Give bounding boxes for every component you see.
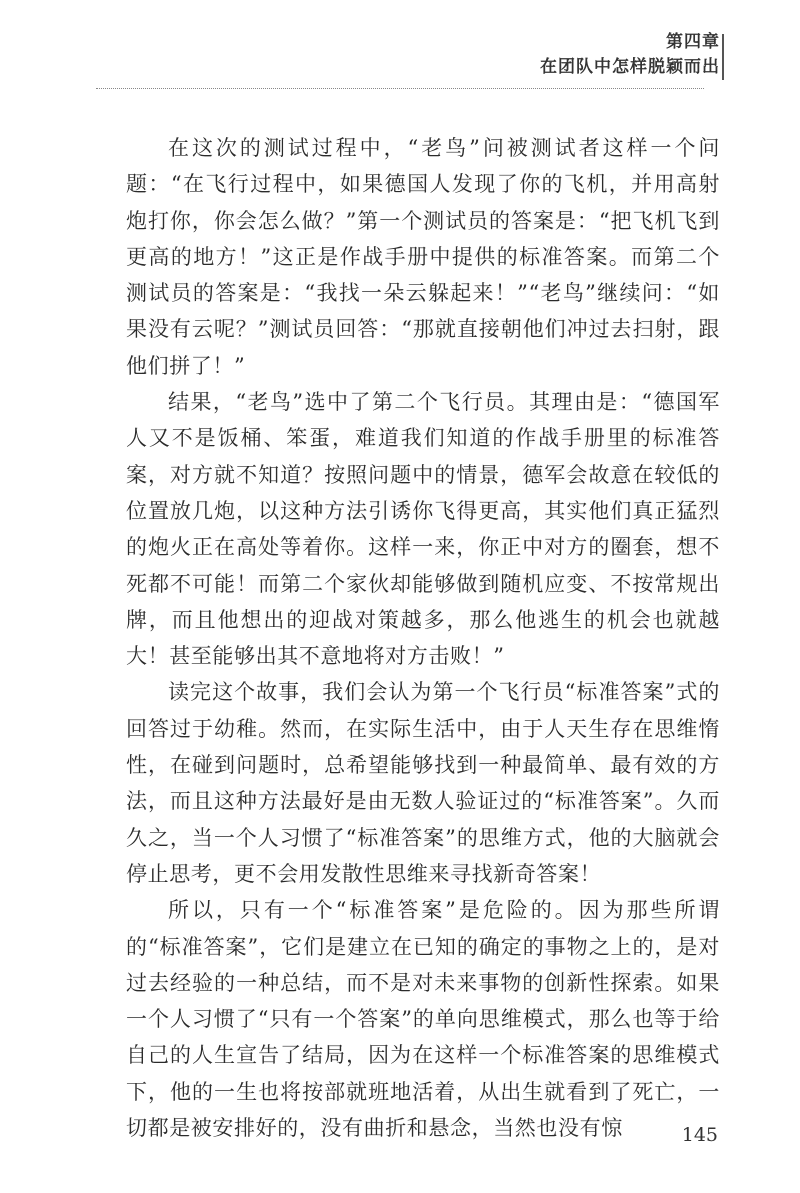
chapter-label: 第四章 — [666, 32, 720, 52]
running-header — [540, 30, 720, 80]
body-text — [126, 130, 720, 1146]
paragraph-3: 读完这个故事，我们会认为第一个飞行员“标准答案”式的回答过于幼稚。然而，在实际生活中，由于人天生存在思维惰性，在碰到问题时，总希望能够找到一种最简单、最有效的方法，而且这种方法最好是由无数人验证过的“标准答案”。久而久之，当一个人习惯了“标准答案”的思维方式，他的大脑就会停止思考，更不会用发散性思维来寻找新奇答案！ — [126, 680, 720, 886]
page-number: 145 — [681, 1124, 718, 1146]
paragraph-2: 结果，“老鸟”选中了第二个飞行员。其理由是：“德国军人又不是饭桶、笨蛋，难道我们知道的作战手册里的标准答案，对方就不知道？按照问题中的情景，德军会故意在较低的位置放几炮，以这种方法引诱你飞得更高，其实他们真正猛烈的炮火正在高处等着你。这样一来，你正中对方的圈套，想不死都不可能！而第二个家伙却能够做到随机应变、不按常规出牌，而且他想出的迎战对策越多，那么他逃生的机会也就越大！甚至能够出其不意地将对方击败！” — [126, 390, 720, 669]
header-vertical-bar — [722, 34, 724, 80]
paragraph-4: 所以，只有一个“标准答案”是危险的。因为那些所谓的“标准答案”，它们是建立在已知的确定的事物之上的，是对过去经验的一种总结，而不是对未来事物的创新性探索。如果一个人习惯了“只有一个答案”的单向思维模式，那么也等于给自己的人生宣告了结局，因为在这样一个标准答案的思维模式下，他的一生也将按部就班地活着，从出生就看到了死亡，一切都是被安排好的，没有曲折和悬念，当然也没有惊 — [126, 898, 720, 1141]
chapter-subtitle: 在团队中怎样脱颖而出 — [540, 57, 720, 77]
paragraph-1: 在这次的测试过程中，“老鸟”问被测试者这样一个问题：“在飞行过程中，如果德国人发现了你的飞机，并用高射炮打你，你会怎么做？”第一个测试员的答案是：“把飞机飞到更高的地方！”这正是作战手册中提供的标准答案。而第二个测试员的答案是：“我找一朵云躲起来！”“老鸟”继续问：“如果没有云呢？”测试员回答：“那就直接朝他们冲过去扫射，跟他们拼了！” — [126, 136, 720, 378]
header-dotted-rule — [96, 88, 704, 89]
